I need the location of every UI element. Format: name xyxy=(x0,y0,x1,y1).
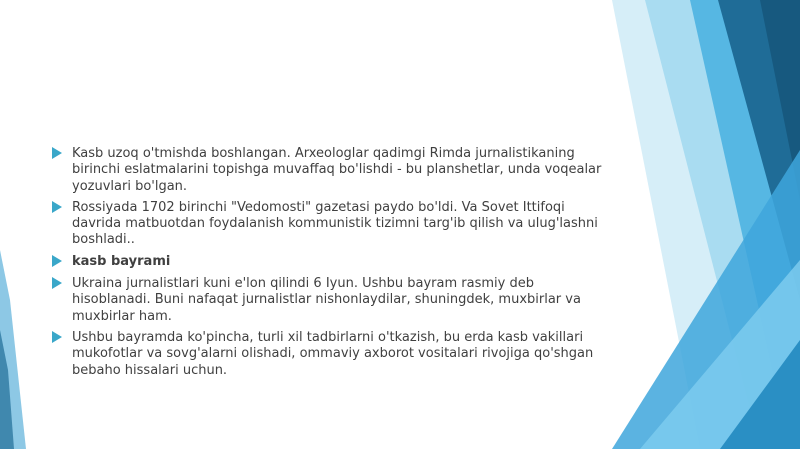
bullet-text: Ukraina jurnalistlari kuni e'lon qilindi 6 Iyun. Ushbu bayram rasmiy deb hisoblanadi. Buni nafaqat jurnalistlar nishonlaydilar, shuningdek, muxbirlar va muxbirlar ham. xyxy=(72,276,581,324)
triangle-bullet-icon xyxy=(52,331,62,343)
bullet-text: Rossiyada 1702 birinchi "Vedomosti" gazetasi paydo bo'ldi. Va Sovet Ittifoqi davrida matbuotdan foydalanish kommunistik tizimni targ'ib qilish va ulug'lashni boshladi.. xyxy=(72,199,598,248)
bullet-text: Kasb uzoq o'tmishda boshlangan. Arxeologlar qadimgi Rimda jurnalistikaning birinchi eslatmalarini topishga muvaffaq bo'lishdi - bu planshetlar, unda voqealar yozuvlari bo'lgan. xyxy=(72,146,602,194)
triangle-bullet-icon xyxy=(52,255,62,267)
triangle-bullet-icon xyxy=(52,147,62,159)
triangle-bullet-icon xyxy=(52,277,62,289)
bullet-item xyxy=(50,200,610,249)
bullet-heading: kasb bayrami xyxy=(72,253,171,269)
bullet-item xyxy=(50,330,610,379)
bullet-item xyxy=(50,254,610,270)
triangle-bullet-icon xyxy=(52,201,62,213)
bullet-item xyxy=(50,146,610,195)
bullet-list xyxy=(50,146,610,384)
bullet-item xyxy=(50,276,610,325)
bullet-text: Ushbu bayramda ko'pincha, turli xil tadbirlarni o'tkazish, bu erda kasb vakillari mukofotlar va sovg'alarni olishadi, ommaviy axborot vositalari rivojiga qo'shgan bebaho hissalari uchun. xyxy=(72,329,594,378)
